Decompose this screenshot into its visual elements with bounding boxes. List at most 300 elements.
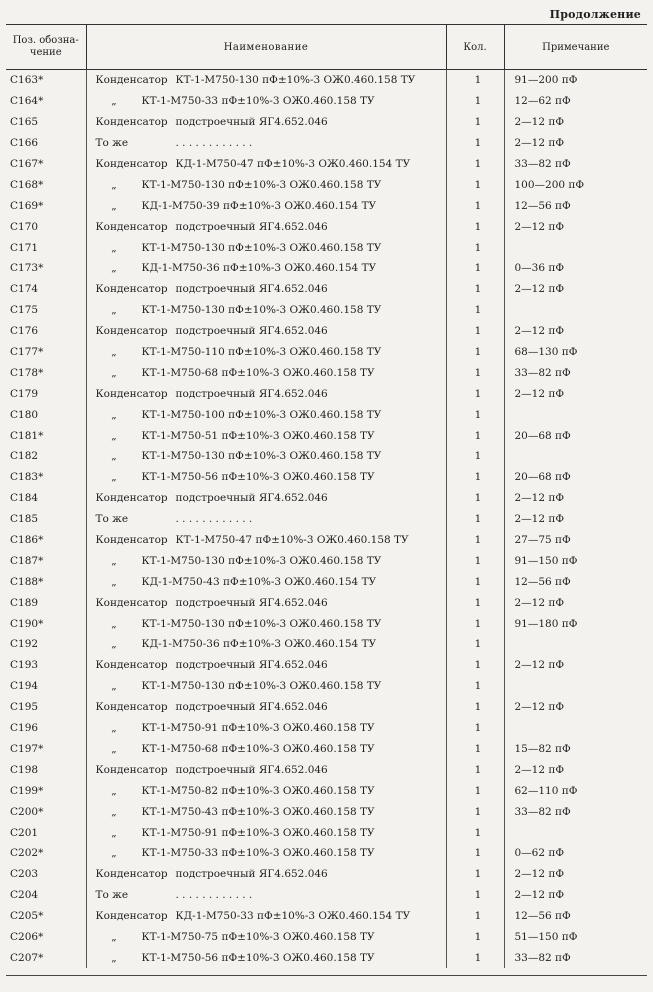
item-kind: Конденсатор: [95, 325, 168, 338]
item-kind: „: [111, 199, 117, 212]
item-name: [86, 425, 446, 446]
item-description: КД-1-М750-36 пФ±10%-3 ОЖ0.460.154 ТУ: [141, 262, 377, 275]
item-note: [504, 300, 647, 321]
item-description: КТ-1-М750-75 пФ±10%-3 ОЖ0.460.158 ТУ: [141, 930, 375, 943]
table-row: [6, 697, 647, 718]
item-kind: Конденсатор: [95, 158, 168, 170]
item-description: КТ-1-М750-130 пФ±10%-3 ОЖ0.460.158 ТУ: [141, 304, 382, 317]
item-quantity: 1: [446, 822, 504, 843]
item-description: КТ-1-М750-68 пФ±10%-3 ОЖ0.460.158 ТУ: [141, 366, 375, 379]
table-row: [6, 279, 647, 300]
item-kind: „: [111, 429, 117, 442]
pos-designator: С189: [6, 592, 86, 613]
col-header-pos: [6, 25, 86, 70]
item-kind: „: [111, 722, 117, 735]
item-kind: „: [111, 742, 117, 755]
item-name: [86, 550, 446, 571]
pos-designator: С178*: [6, 362, 86, 383]
item-kind: Конденсатор: [95, 116, 168, 129]
item-note: [504, 718, 647, 739]
table-row: [6, 70, 647, 91]
item-name: [86, 655, 446, 676]
item-name: [86, 279, 446, 300]
item-description: КТ-1-М750-91 пФ±10%-3 ОЖ0.460.158 ТУ: [141, 722, 375, 735]
item-name: [86, 885, 446, 906]
item-name: [86, 446, 446, 467]
item-quantity: 1: [446, 697, 504, 718]
pos-designator: С194: [6, 676, 86, 697]
pos-designator: С170: [6, 216, 86, 237]
item-quantity: 1: [446, 759, 504, 780]
item-note: 12—56 пФ: [514, 199, 571, 212]
item-note: 33—82 пФ: [514, 366, 571, 379]
pos-designator: С198: [6, 759, 86, 780]
item-quantity: 1: [446, 154, 504, 175]
table-row: [6, 91, 647, 112]
item-name: [86, 927, 446, 948]
pos-designator: С206*: [6, 927, 86, 948]
item-name: [86, 112, 446, 133]
item-name: [86, 91, 446, 112]
item-description: подстроечный ЯГ4.652.046: [175, 763, 328, 776]
table-row: [6, 676, 647, 697]
item-description: КТ-1-М750-56 пФ±10%-3 ОЖ0.460.158 ТУ: [141, 951, 375, 964]
table-row: [6, 843, 647, 864]
item-note: 62—110 пФ: [514, 784, 578, 797]
item-kind: „: [111, 575, 117, 588]
item-note: 12—56 пФ: [514, 575, 571, 588]
pos-designator: С169*: [6, 195, 86, 216]
item-quantity: 1: [446, 342, 504, 363]
item-description: подстроечный ЯГ4.652.046: [175, 387, 328, 400]
table-row: [6, 133, 647, 154]
table-row: [6, 592, 647, 613]
table-row: [6, 362, 647, 383]
item-description: подстроечный ЯГ4.652.046: [175, 596, 328, 609]
item-kind: „: [111, 262, 117, 275]
item-description: КТ-1-М750-130 пФ±10%-3 ОЖ0.460.158 ТУ: [141, 617, 382, 630]
item-name: [86, 571, 446, 592]
item-note: 2—12 пФ: [514, 659, 565, 672]
item-kind: Конденсатор: [95, 387, 168, 400]
item-kind: „: [111, 554, 117, 567]
table-row: [6, 885, 647, 906]
item-quantity: 1: [446, 425, 504, 446]
item-quantity: 1: [446, 362, 504, 383]
item-note: 20—68 пФ: [514, 471, 571, 484]
item-note: 2—12 пФ: [514, 325, 565, 338]
table-row: [6, 718, 647, 739]
item-quantity: 1: [446, 112, 504, 133]
pos-designator: С181*: [6, 425, 86, 446]
item-name: [86, 342, 446, 363]
item-name: [86, 404, 446, 425]
item-name: [86, 676, 446, 697]
item-quantity: 1: [446, 279, 504, 300]
table-row: [6, 321, 647, 342]
table-row: [6, 613, 647, 634]
pos-designator: С190*: [6, 613, 86, 634]
item-quantity: 1: [446, 195, 504, 216]
item-name: [86, 592, 446, 613]
pos-designator: С168*: [6, 174, 86, 195]
item-description: КД-1-М750-43 пФ±10%-3 ОЖ0.460.154 ТУ: [141, 575, 377, 588]
item-description: . . . . . . . . . . . .: [175, 137, 253, 150]
item-note: 12—56 пФ: [514, 910, 571, 923]
item-description: КТ-1-М750-56 пФ±10%-3 ОЖ0.460.158 ТУ: [141, 471, 375, 484]
table-row: [6, 571, 647, 592]
item-note: 68—130 пФ: [514, 346, 578, 359]
pos-designator: С177*: [6, 342, 86, 363]
item-note: [504, 634, 647, 655]
pos-designator: С196: [6, 718, 86, 739]
pos-designator: С199*: [6, 780, 86, 801]
item-name: [86, 780, 446, 801]
item-kind: Конденсатор: [95, 283, 168, 296]
item-note: 33—82 пФ: [514, 951, 571, 964]
table-row: [6, 488, 647, 509]
item-name: [86, 70, 446, 91]
item-quantity: 1: [446, 488, 504, 509]
item-note: 0—62 пФ: [514, 847, 565, 860]
item-note: 33—82 пФ: [514, 158, 571, 170]
table-row: [6, 195, 647, 216]
item-description: КТ-1-М750-130 пФ±10%-3 ОЖ0.460.158 ТУ: [141, 554, 382, 567]
item-description: подстроечный ЯГ4.652.046: [175, 283, 328, 296]
item-kind: То же: [95, 137, 129, 150]
bottom-rule: [6, 975, 647, 976]
item-description: подстроечный ЯГ4.652.046: [175, 220, 328, 233]
pos-designator: С200*: [6, 801, 86, 822]
table-row: [6, 237, 647, 258]
item-quantity: 1: [446, 550, 504, 571]
item-name: [86, 488, 446, 509]
item-note: [504, 822, 647, 843]
item-description: КД-1-М750-47 пФ±10%-3 ОЖ0.460.154 ТУ: [175, 158, 411, 170]
table-row: [6, 801, 647, 822]
item-name: [86, 801, 446, 822]
item-quantity: 1: [446, 947, 504, 968]
item-name: [86, 174, 446, 195]
item-name: [86, 216, 446, 237]
item-note: 2—12 пФ: [514, 283, 565, 296]
item-quantity: 1: [446, 530, 504, 551]
item-quantity: 1: [446, 216, 504, 237]
pos-designator: С173*: [6, 258, 86, 279]
item-quantity: 1: [446, 634, 504, 655]
item-description: КД-1-М750-33 пФ±10%-3 ОЖ0.460.154 ТУ: [175, 910, 411, 923]
table-row: [6, 759, 647, 780]
item-kind: „: [111, 471, 117, 484]
item-name: [86, 195, 446, 216]
table-row: [6, 383, 647, 404]
item-note: 27—75 пФ: [514, 534, 571, 547]
item-note: 2—12 пФ: [514, 513, 565, 526]
table-row: [6, 864, 647, 885]
item-kind: „: [111, 951, 117, 964]
item-kind: Конденсатор: [95, 74, 168, 87]
item-quantity: 1: [446, 655, 504, 676]
item-kind: „: [111, 680, 117, 693]
item-description: КТ-1-М750-130 пФ±10%-3 ОЖ0.460.158 ТУ: [141, 450, 382, 463]
pos-designator: С165: [6, 112, 86, 133]
item-description: КТ-1-М750-43 пФ±10%-3 ОЖ0.460.158 ТУ: [141, 805, 375, 818]
item-note: 2—12 пФ: [514, 492, 565, 505]
table-row: [6, 112, 647, 133]
item-quantity: 1: [446, 237, 504, 258]
item-kind: „: [111, 366, 117, 379]
pos-designator: С201: [6, 822, 86, 843]
item-description: подстроечный ЯГ4.652.046: [175, 116, 328, 129]
item-kind: То же: [95, 513, 129, 526]
item-kind: „: [111, 346, 117, 359]
item-note: [504, 446, 647, 467]
item-note: 15—82 пФ: [514, 742, 571, 755]
pos-designator: С202*: [6, 843, 86, 864]
item-description: КТ-1-М750-51 пФ±10%-3 ОЖ0.460.158 ТУ: [141, 429, 375, 442]
col-header-pos-text: Поз. обозна- чение: [12, 35, 79, 58]
item-description: КД-1-М750-36 пФ±10%-3 ОЖ0.460.154 ТУ: [141, 638, 377, 651]
table-row: [6, 258, 647, 279]
item-quantity: 1: [446, 885, 504, 906]
pos-designator: С193: [6, 655, 86, 676]
item-kind: Конденсатор: [95, 868, 168, 881]
item-name: [86, 467, 446, 488]
table-row: [6, 467, 647, 488]
pos-designator: С186*: [6, 530, 86, 551]
item-note: 51—150 пФ: [514, 930, 578, 943]
item-description: КТ-1-М750-110 пФ±10%-3 ОЖ0.460.158 ТУ: [141, 346, 382, 359]
table-row: [6, 927, 647, 948]
pos-designator: С164*: [6, 91, 86, 112]
item-description: КТ-1-М750-130 пФ±10%-3 ОЖ0.460.158 ТУ: [141, 680, 382, 693]
item-quantity: 1: [446, 718, 504, 739]
item-quantity: 1: [446, 676, 504, 697]
item-kind: Конденсатор: [95, 659, 168, 672]
item-kind: „: [111, 408, 117, 421]
item-description: КТ-1-М750-33 пФ±10%-3 ОЖ0.460.158 ТУ: [141, 847, 375, 860]
item-name: [86, 530, 446, 551]
item-note: 2—12 пФ: [514, 701, 565, 714]
pos-designator: С171: [6, 237, 86, 258]
table-row: [6, 530, 647, 551]
item-note: 91—200 пФ: [514, 74, 578, 87]
item-name: [86, 133, 446, 154]
item-note: 2—12 пФ: [514, 387, 565, 400]
item-note: 100—200 пФ: [514, 178, 585, 191]
item-kind: Конденсатор: [95, 701, 168, 714]
table-row: [6, 174, 647, 195]
table-row: [6, 446, 647, 467]
item-quantity: 1: [446, 446, 504, 467]
item-note: 0—36 пФ: [514, 262, 565, 275]
item-note: 2—12 пФ: [514, 116, 565, 129]
item-description: КТ-1-М750-91 пФ±10%-3 ОЖ0.460.158 ТУ: [141, 826, 375, 839]
item-note: 91—180 пФ: [514, 617, 578, 630]
table-row: [6, 947, 647, 968]
item-quantity: 1: [446, 404, 504, 425]
item-note: 2—12 пФ: [514, 763, 565, 776]
item-quantity: 1: [446, 133, 504, 154]
item-kind: „: [111, 241, 117, 254]
item-kind: Конденсатор: [95, 492, 168, 505]
pos-designator: С207*: [6, 947, 86, 968]
item-kind: „: [111, 784, 117, 797]
pos-designator: С185: [6, 509, 86, 530]
item-name: [86, 906, 446, 927]
item-quantity: 1: [446, 739, 504, 760]
item-kind: Конденсатор: [95, 910, 168, 923]
pos-designator: С174: [6, 279, 86, 300]
item-name: [86, 697, 446, 718]
item-description: КТ-1-М750-47 пФ±10%-3 ОЖ0.460.158 ТУ: [175, 534, 409, 547]
item-description: КТ-1-М750-33 пФ±10%-3 ОЖ0.460.158 ТУ: [141, 95, 375, 108]
item-note: 33—82 пФ: [514, 805, 571, 818]
item-description: КТ-1-М750-130 пФ±10%-3 ОЖ0.460.158 ТУ: [175, 74, 416, 87]
item-description: подстроечный ЯГ4.652.046: [175, 701, 328, 714]
item-quantity: 1: [446, 801, 504, 822]
item-note: 20—68 пФ: [514, 429, 571, 442]
table-row: [6, 906, 647, 927]
item-quantity: 1: [446, 571, 504, 592]
item-quantity: 1: [446, 258, 504, 279]
table-row: [6, 404, 647, 425]
item-description: КТ-1-М750-130 пФ±10%-3 ОЖ0.460.158 ТУ: [141, 178, 382, 191]
item-name: [86, 300, 446, 321]
table-row: [6, 342, 647, 363]
item-kind: „: [111, 930, 117, 943]
item-quantity: 1: [446, 174, 504, 195]
item-name: [86, 822, 446, 843]
item-note: 2—12 пФ: [514, 596, 565, 609]
item-quantity: 1: [446, 864, 504, 885]
item-note: 2—12 пФ: [514, 137, 565, 150]
item-name: [86, 321, 446, 342]
item-note: 12—62 пФ: [514, 95, 571, 108]
item-name: [86, 864, 446, 885]
item-description: КТ-1-М750-100 пФ±10%-3 ОЖ0.460.158 ТУ: [141, 408, 382, 421]
item-description: КД-1-М750-39 пФ±10%-3 ОЖ0.460.154 ТУ: [141, 199, 377, 212]
item-quantity: 1: [446, 927, 504, 948]
item-kind: „: [111, 450, 117, 463]
table-row: [6, 509, 647, 530]
item-note: [504, 237, 647, 258]
table-row: [6, 216, 647, 237]
item-note: 2—12 пФ: [514, 889, 565, 902]
item-description: подстроечный ЯГ4.652.046: [175, 325, 328, 338]
parts-table: [6, 24, 647, 968]
item-name: [86, 759, 446, 780]
pos-designator: С195: [6, 697, 86, 718]
table-row: [6, 822, 647, 843]
table-row: [6, 780, 647, 801]
item-name: [86, 362, 446, 383]
item-name: [86, 718, 446, 739]
item-note: [504, 404, 647, 425]
item-kind: „: [111, 617, 117, 630]
pos-designator: С188*: [6, 571, 86, 592]
table-row: [6, 154, 647, 175]
pos-designator: С163*: [6, 70, 86, 91]
item-quantity: 1: [446, 843, 504, 864]
item-description: . . . . . . . . . . . .: [175, 513, 253, 526]
pos-designator: С197*: [6, 739, 86, 760]
item-name: [86, 739, 446, 760]
item-quantity: 1: [446, 300, 504, 321]
item-kind: Конденсатор: [95, 220, 168, 233]
pos-designator: С179: [6, 383, 86, 404]
table-row: [6, 300, 647, 321]
continuation-label: Продолжение: [549, 8, 641, 21]
pos-designator: С187*: [6, 550, 86, 571]
pos-designator: С166: [6, 133, 86, 154]
item-name: [86, 154, 446, 175]
table-row: [6, 634, 647, 655]
item-description: подстроечный ЯГ4.652.046: [175, 659, 328, 672]
table-header-row: [6, 25, 647, 70]
item-quantity: 1: [446, 509, 504, 530]
item-note: [504, 676, 647, 697]
item-quantity: 1: [446, 383, 504, 404]
col-header-name: Наименование: [86, 25, 446, 70]
item-kind: Конденсатор: [95, 763, 168, 776]
item-kind: „: [111, 826, 117, 839]
item-name: [86, 613, 446, 634]
pos-designator: С204: [6, 885, 86, 906]
pos-designator: С175: [6, 300, 86, 321]
item-quantity: 1: [446, 613, 504, 634]
pos-designator: С192: [6, 634, 86, 655]
item-description: подстроечный ЯГ4.652.046: [175, 492, 328, 505]
item-quantity: 1: [446, 906, 504, 927]
item-description: КТ-1-М750-82 пФ±10%-3 ОЖ0.460.158 ТУ: [141, 784, 375, 797]
pos-designator: С183*: [6, 467, 86, 488]
item-quantity: 1: [446, 321, 504, 342]
item-name: [86, 383, 446, 404]
item-note: 2—12 пФ: [514, 220, 565, 233]
item-quantity: 1: [446, 780, 504, 801]
item-quantity: 1: [446, 70, 504, 91]
item-kind: „: [111, 304, 117, 317]
item-name: [86, 258, 446, 279]
pos-designator: С203: [6, 864, 86, 885]
item-name: [86, 843, 446, 864]
item-kind: Конденсатор: [95, 534, 168, 547]
item-note: 91—150 пФ: [514, 554, 578, 567]
item-name: [86, 237, 446, 258]
specification-sheet: [6, 24, 647, 976]
item-kind: „: [111, 847, 117, 860]
item-name: [86, 509, 446, 530]
item-kind: „: [111, 805, 117, 818]
item-name: [86, 947, 446, 968]
table-row: [6, 425, 647, 446]
col-header-qty: Кол.: [446, 25, 504, 70]
table-row: [6, 655, 647, 676]
pos-designator: С180: [6, 404, 86, 425]
col-header-note: Примечание: [504, 25, 647, 70]
item-note: 2—12 пФ: [514, 868, 565, 881]
item-description: подстроечный ЯГ4.652.046: [175, 868, 328, 881]
table-row: [6, 739, 647, 760]
pos-designator: С182: [6, 446, 86, 467]
item-kind: „: [111, 178, 117, 191]
item-description: КТ-1-М750-68 пФ±10%-3 ОЖ0.460.158 ТУ: [141, 742, 375, 755]
pos-designator: С176: [6, 321, 86, 342]
item-kind: „: [111, 95, 117, 108]
pos-designator: С184: [6, 488, 86, 509]
pos-designator: С167*: [6, 154, 86, 175]
